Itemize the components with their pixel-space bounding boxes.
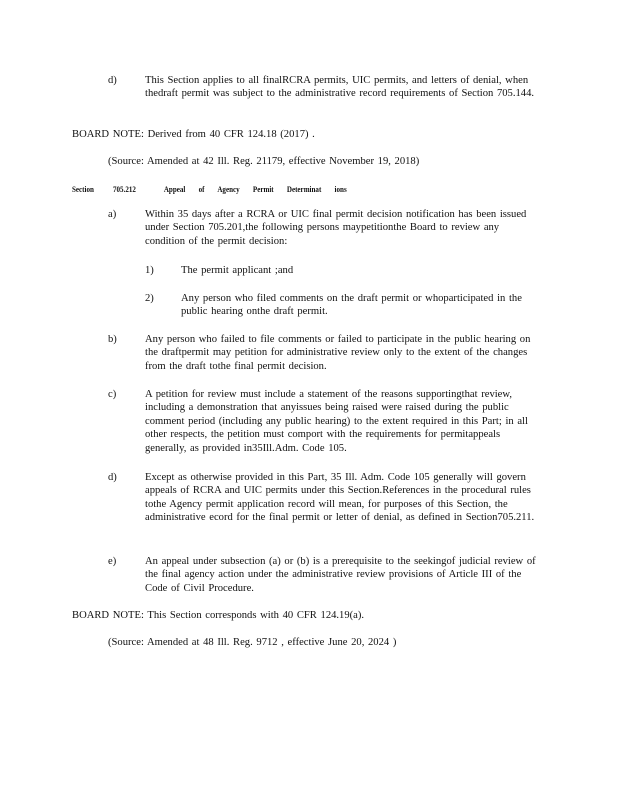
item-c-text: A petition for review must include a statement of the reasons supportingthat review, including a demonstration that anyissues being raised were raised during the public comment period (including any public hearing) to the extent required in this Part; in all other respects, the petition must comport with the requirements for permitappeals generally, as provided in35Ill.Adm. Code 105. [145,389,528,454]
section-heading [72,183,347,196]
item-d-top-text: This Section applies to all finalRCRA permits, UIC permits, and letters of denial, when thedraft permit was subject to the administrative record requirements of Section 705.144. [145,75,535,100]
item-e-text: An appeal under subsection (a) or (b) is a prerequisite to the seekingof judicial review of the final agency action under the administrative review provisions of Article III of the Code of Civil Procedure. [145,556,536,594]
item-e-label: e) [108,556,117,567]
item-d-label: d) [108,472,117,483]
item-b-text: Any person who failed to file comments or failed to participate in the public hearing on the draftpermit may petition for administrative review only to the extent of the changes from the draft tothe final permit decision. [145,334,531,372]
item-a-label: a) [108,209,117,220]
item-d-text: Except as otherwise provided in this Part, 35 Ill. Adm. Code 105 generally will govern appeals of RCRA and UIC permits under this Section.References in the procedural rules tothe Agency permit application record will mean, for purposes of this Section, the administrative ecord for the final permit or letter of denial, as defined in Section705.211. [145,472,535,524]
sub-2-label: 2) [145,293,154,304]
item-d-top-label: d) [108,75,117,86]
section-title: Appeal of Agency Permit Determinat ions [163,184,347,194]
section-number: 705.212 [113,184,136,194]
board-note-1: BOARD NOTE: Derived from 40 CFR 124.18 (2017) . [72,129,315,140]
item-a-text: Within 35 days after a RCRA or UIC final permit decision notification has been issued under Section 705.201,the following persons maypetitionthe Board to review any condition of the permit decision: [145,209,527,247]
item-c-label: c) [108,389,117,400]
sub-2-text: Any person who filed comments on the draft permit or whoparticipated in the public hearing onthe draft permit. [181,293,522,318]
section-word: Section [72,184,94,194]
sub-1-text: The permit applicant ;and [181,265,294,276]
item-b-label: b) [108,334,117,345]
source-note-1: (Source: Amended at 42 Ill. Reg. 21179, effective November 19, 2018) [108,156,420,167]
source-note-2: (Source: Amended at 48 Ill. Reg. 9712 , effective June 20, 2024 ) [108,637,397,648]
sub-1-label: 1) [145,265,154,276]
board-note-2: BOARD NOTE: This Section corresponds with 40 CFR 124.19(a). [72,610,365,621]
